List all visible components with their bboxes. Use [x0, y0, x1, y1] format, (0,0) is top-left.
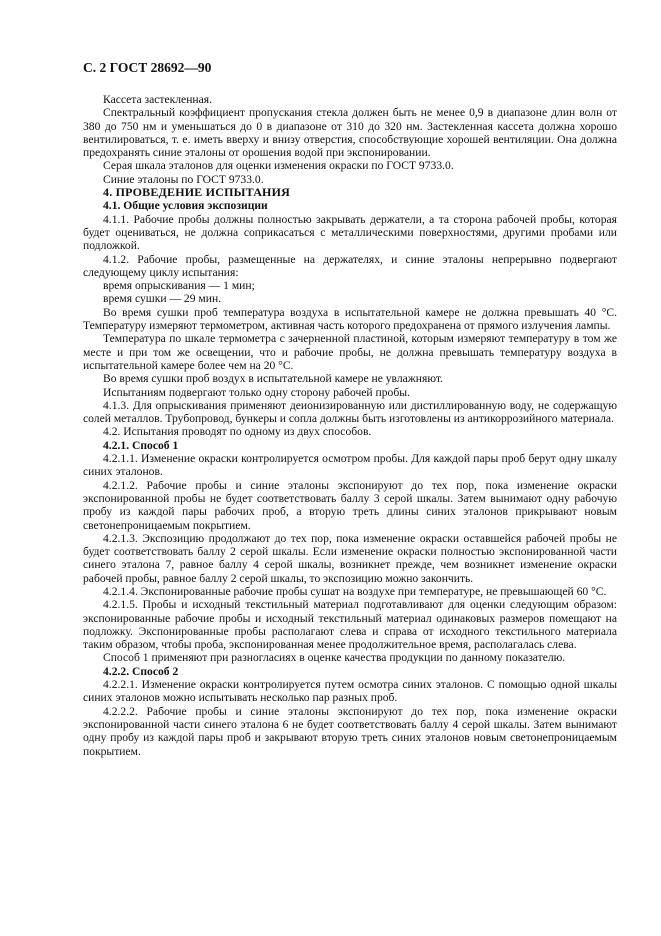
paragraph-4-2-1-5: 4.2.1.5. Пробы и исходный текстильный материал подготавливают для оценки следующим образом: экспонированные рабочие пробы и исходный текстильный материал одинаковых размеров помещают на подложку. Экспонированные пробы располагают слева и справа от исходного текстильного материала таким образом, чтобы проба, экспонированная менее продолжительное время, располагалась слева. — [83, 598, 617, 652]
paragraph-one-side: Испытаниям подвергают только одну сторону рабочей пробы. — [103, 385, 410, 399]
spray-time: время опрыскивания — 1 мин; — [103, 279, 255, 293]
paragraph-method-1: Способ 1 применяют при разногласиях в оценке качества продукции по данному показателю. — [103, 651, 566, 665]
paragraph-temperature-2: Температура по шкале термометра с зачерненной пластиной, которым измеряют температуру в том же месте и при том же освещении, что и рабочие пробы, не должна превышать температуру воздуха в испытательной камере более чем на 20 °С. — [83, 332, 617, 372]
page-header: С. 2 ГОСТ 28692—90 — [83, 60, 212, 75]
subsection-4-2-2-title: 4.2.2. Способ 2 — [103, 664, 179, 678]
paragraph-4-2-1-4: 4.2.1.4. Экспонированные рабочие пробы сушат на воздухе при температуре, не превышающей 60 °С. — [103, 584, 607, 598]
subsection-4-1-title: 4.1. Общие условия экспозиции — [103, 199, 268, 213]
document-body — [83, 93, 617, 758]
intro-paragraph-3: Серая шкала эталонов для оценки изменения окраски по ГОСТ 9733.0. — [103, 159, 454, 173]
paragraph-humidity: Во время сушки проб воздух в испытательной камере не увлажняют. — [103, 372, 443, 386]
section-heading: 4. ПРОВЕДЕНИЕ ИСПЫТАНИЯ — [103, 185, 290, 200]
paragraph-4-1-3: 4.1.3. Для опрыскивания применяют деионизированную или дистиллированную воду, не содержащую солей металлов. Трубопровод, бункеры и сопла должны быть изготовлены из антикоррозийного материала. — [83, 398, 617, 426]
subsection-4-2-1-title: 4.2.1. Способ 1 — [103, 438, 179, 452]
intro-paragraph-4: Синие эталоны по ГОСТ 9733.0. — [103, 172, 264, 186]
paragraph-4-2-2-2: 4.2.2.2. Рабочие пробы и синие эталоны экспонируют до тех пор, пока изменение окраски экспонированной части синего эталона 6 не будет соответствовать баллу 4 серой шкалы. Затем вынимают одну пробу из каждой пары проб и закрывают вторую треть синих эталонов новым светонепроницаемым покрытием. — [83, 704, 617, 758]
dry-time: время сушки — 29 мин. — [103, 292, 222, 306]
paragraph-4-2-1-1: 4.2.1.1. Изменение окраски контролируется осмотром пробы. Для каждой пары проб берут одну шкалу синих эталонов. — [83, 452, 617, 479]
paragraph-4-1-1: 4.1.1. Рабочие пробы должны полностью закрывать держатели, а та сторона рабочей пробы, которая будет оцениваться, не должна соприкасаться с металлическими поверхностями, другими пробами или подложкой. — [83, 212, 617, 253]
paragraph-4-1-2: 4.1.2. Рабочие пробы, размещенные на держателях, и синие эталоны непрерывно подвергают следующему циклу испытания: — [83, 252, 617, 279]
paragraph-4-2-1-2: 4.2.1.2. Рабочие пробы и синие эталоны экспонируют до тех пор, пока изменение окраски экспонированной пробы не будет соответствовать баллу 3 серой шкалы. Затем вынимают одну рабочую пробу из каждой пары рабочих проб, а вторую треть длины синих эталонов прикрывают новым светонепроницаемым покрытием. — [83, 478, 617, 532]
paragraph-4-2: 4.2. Испытания проводят по одному из двух способов. — [103, 425, 372, 439]
paragraph-4-2-2-1: 4.2.2.1. Изменение окраски контролируется путем осмотра синих эталонов. С помощью одной шкалы синих эталонов можно испытывать несколько пар разных проб. — [83, 678, 617, 705]
intro-paragraph-2: Спектральный коэффициент пропускания стекла должен быть не менее 0,9 в диапазоне длин волн от 380 до 750 нм и уменьшаться до 0 в диапазоне от 310 до 320 нм. Застекленная кассета должна хорошо вентилироваться, т. е. иметь вверху и внизу отверстия, способствующие хорошей вентиляции. Она должна предохранять синие эталоны от орошения водой при экспонировании. — [83, 106, 617, 160]
paragraph-4-2-1-3: 4.2.1.3. Экспозицию продолжают до тех пор, пока изменение окраски оставшейся рабочей пробы не будет соответствовать баллу 2 серой шкалы. Если изменение окраски полностью экспонированной части синего эталона 7, равное баллу 4 серой шкалы, возникнет прежде, чем возникнет изменение окраски рабочей пробы, равное баллу 2 серой шкалы, то экспозицию можно закончить. — [83, 531, 617, 585]
intro-paragraph-1: Кассета застекленная. — [103, 93, 212, 106]
paragraph-temperature-1: Во время сушки проб температура воздуха в испытательной камере не должна превышать 40 °С. Температуру измеряют термометром, активная часть которого предохранена от прямого излучения лампы. — [83, 305, 617, 333]
